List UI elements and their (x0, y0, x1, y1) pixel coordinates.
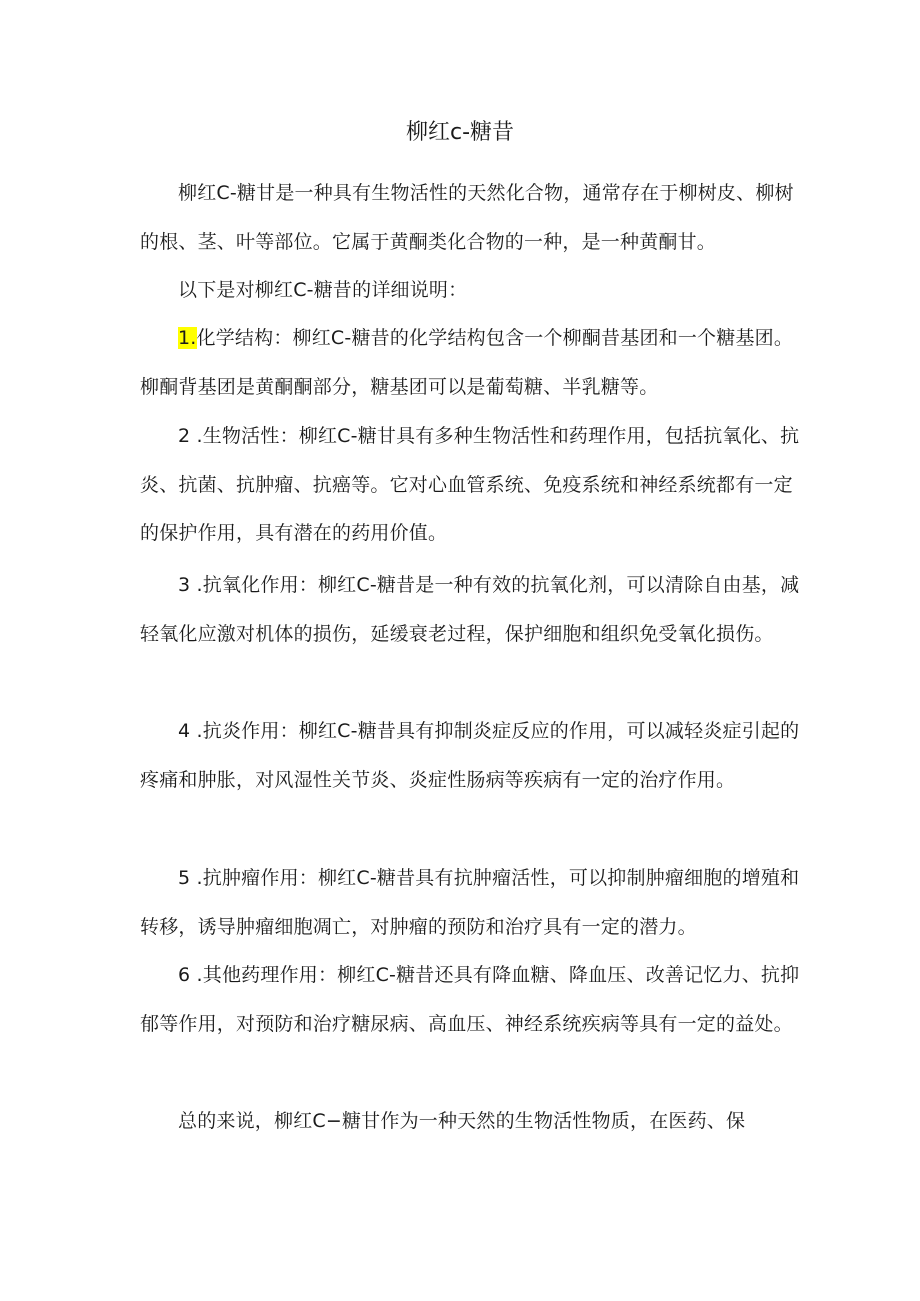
paragraph-text: 抗炎作用：柳红C-糖昔具有抑制炎症反应的作用，可以减轻炎症引起的疼痛和肿胀，对风湿性关节炎、炎症性肠病等疾病有一定的治疗作用。 (140, 720, 800, 791)
details-intro-paragraph (140, 266, 800, 315)
list-item-3 (140, 561, 800, 658)
list-item-1 (140, 314, 800, 411)
intro-paragraph (140, 169, 800, 266)
list-item-2 (140, 412, 800, 558)
list-item-5 (140, 854, 800, 951)
list-number: 3 . (178, 574, 203, 596)
paragraph-text: 抗肿瘤作用：柳红C-糖昔具有抗肿瘤活性，可以抑制肿瘤细胞的增殖和转移，诱导肿瘤细胞凋亡，对肿瘤的预防和治疗具有一定的潜力。 (140, 867, 800, 938)
list-item-6 (140, 951, 800, 1048)
list-number: 6 . (178, 964, 203, 986)
paragraph-text: 柳红C-糖甘是一种具有生物活性的天然化合物，通常存在于柳树皮、柳树的根、茎、叶等部位。它属于黄酮类化合物的一种，是一种黄酮甘。 (140, 182, 794, 253)
list-number: 5 . (178, 867, 203, 889)
list-number: 2 . (178, 425, 203, 447)
list-number: 4 . (178, 720, 203, 742)
paragraph-text: 生物活性：柳红C-糖甘具有多种生物活性和药理作用，包括抗氧化、抗炎、抗菌、抗肿瘤、抗癌等。它对心血管系统、免疫系统和神经系统都有一定的保护作用，具有潜在的药用价值。 (140, 425, 800, 544)
list-number-highlighted: 1. (178, 327, 197, 349)
paragraph-text: 总的来说，柳红C−糖甘作为一种天然的生物活性物质，在医药、保 (178, 1110, 746, 1132)
paragraph-text: 化学结构：柳红C-糖昔的化学结构包含一个柳酮昔基团和一个糖基团。柳酮背基团是黄酮酮部分，糖基团可以是葡萄糖、半乳糖等。 (140, 327, 794, 398)
document-title: 柳红c-糖昔 (405, 120, 515, 145)
paragraph-text: 抗氧化作用：柳红C-糖昔是一种有效的抗氧化剂，可以清除自由基，减轻氧化应激对机体的损伤，延缓衰老过程，保护细胞和组织免受氧化损伤。 (140, 574, 800, 645)
paragraph-text: 以下是对柳红C-糖昔的详细说明： (178, 279, 468, 301)
summary-paragraph (140, 1097, 800, 1146)
list-item-4 (140, 707, 800, 804)
paragraph-text: 其他药理作用：柳红C-糖昔还具有降血糖、降血压、改善记忆力、抗抑郁等作用，对预防和治疗糖尿病、高血压、神经系统疾病等具有一定的益处。 (140, 964, 800, 1035)
